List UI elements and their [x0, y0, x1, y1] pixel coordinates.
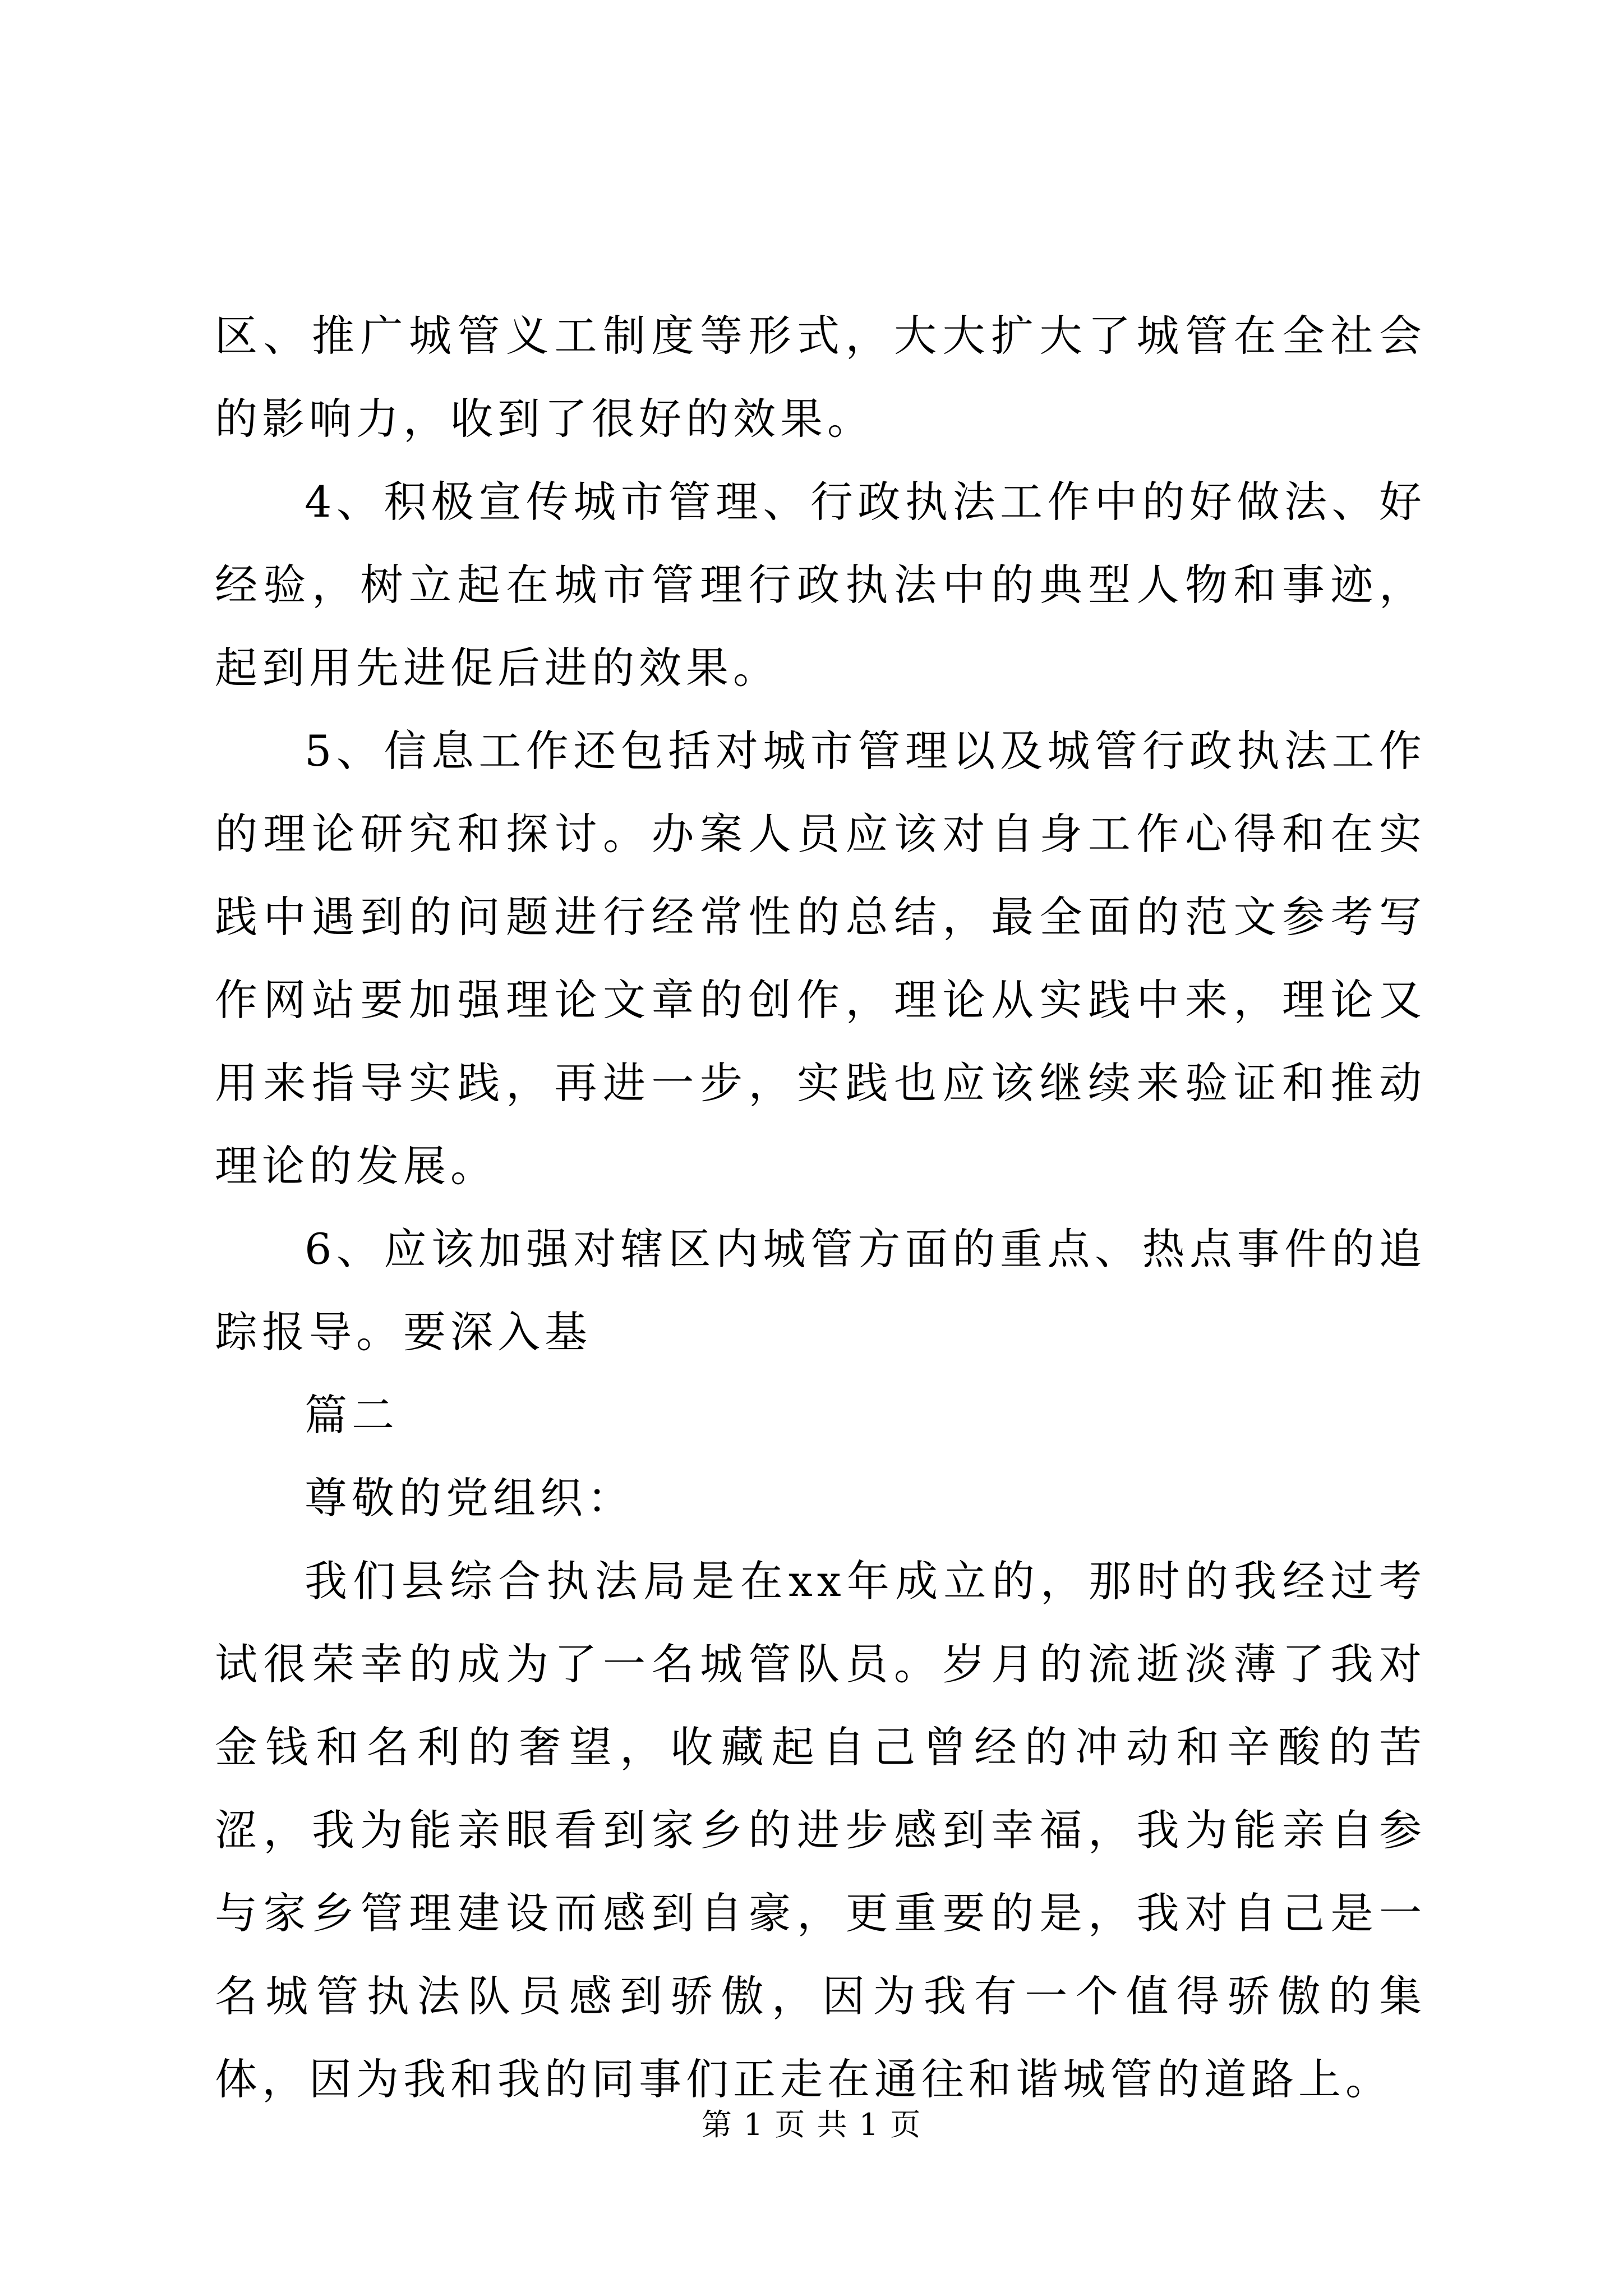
- letter-salutation: 尊敬的党组织：: [305, 1473, 634, 1523]
- paragraph-continuation: 区、推广城管义工制度等形式，大大扩大了城管在全社会的影响力，收到了很好的效果。: [215, 311, 1426, 444]
- paragraph-item-6: 6、应该加强对辖区内城管方面的重点、热点事件的追踪报导。要深入基: [215, 1224, 1426, 1357]
- paragraph-item-4: 4、积极宣传城市管理、行政执法工作中的好做法、好经验，树立起在城市管理行政执法中的典型人物和事迹，起到用先进促后进的效果。: [215, 477, 1426, 693]
- letter-body-paragraph: 我们县综合执法局是在xx年成立的，那时的我经过考试很荣幸的成为了一名城管队员。岁月的流逝淡薄了我对金钱和名利的奢望，收藏起自己曾经的冲动和辛酸的苦涩，我为能亲眼看到家乡的进步感到幸福，我为能亲自参与家乡管理建设而感到自豪，更重要的是，我对自己是一名城管执法队员感到骄傲，因为我有一个值得骄傲的集体，因为我和我的同事们正走在通往和谐城管的道路上。: [215, 1556, 1426, 2104]
- document-body: [215, 295, 1426, 2121]
- section-heading: 篇二: [305, 1390, 399, 1440]
- page-footer: 第 1 页 共 1 页: [701, 2107, 922, 2142]
- paragraph-item-5: 5、信息工作还包括对城市管理以及城管行政执法工作的理论研究和探讨。办案人员应该对自身工作心得和在实践中遇到的问题进行经常性的总结，最全面的范文参考写作网站要加强理论文章的创作，理论从实践中来，理论又用来指导实践，再进一步，实践也应该继续来验证和推动理论的发展。: [215, 726, 1426, 1191]
